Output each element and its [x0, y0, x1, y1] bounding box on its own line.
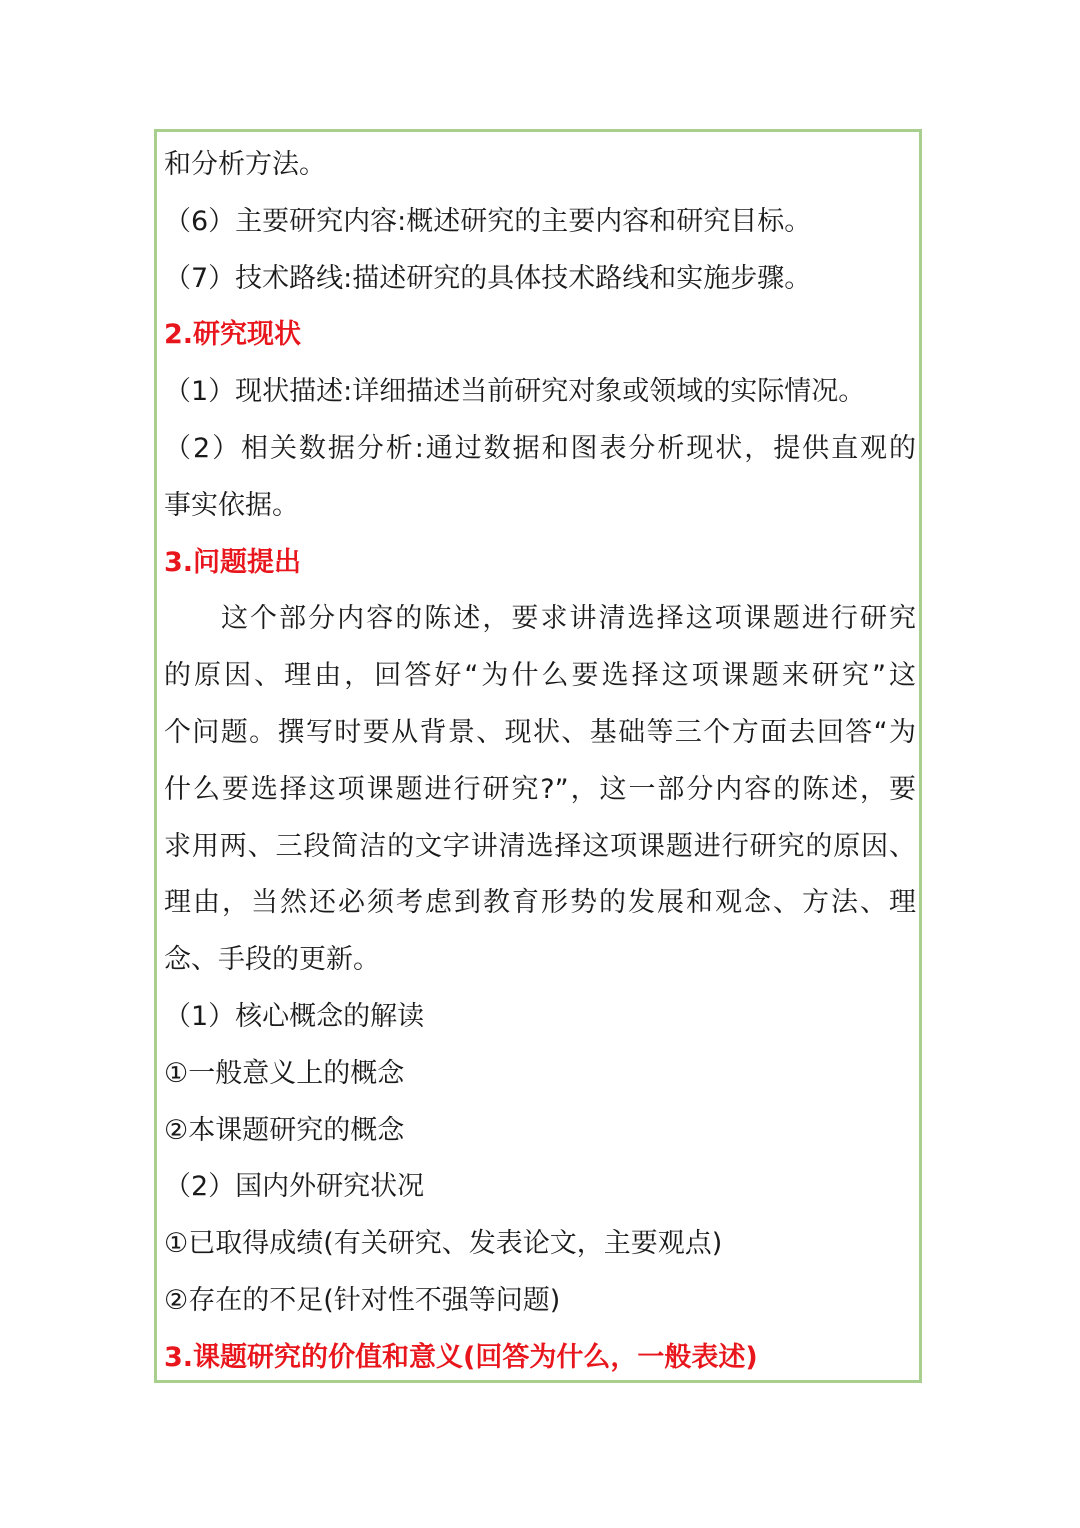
text-line: （6）主要研究内容:概述研究的主要内容和研究目标。 — [164, 205, 812, 237]
section-heading-value-significance: 3.课题研究的价值和意义(回答为什么，一般表述) — [164, 1341, 758, 1373]
list-item: （2）国内外研究状况 — [164, 1171, 425, 1203]
text-line: （2）相关数据分析:通过数据和图表分析现状，提供直观的 — [164, 432, 916, 464]
document-body — [164, 137, 916, 1387]
paragraph-line: 这个部分内容的陈述，要求讲清选择这项课题进行研究 — [221, 603, 916, 635]
section-heading-problem-statement: 3.问题提出 — [164, 546, 302, 578]
paragraph-line: 的原因、理由，回答好“为什么要选择这项课题来研究”这 — [164, 660, 916, 692]
list-item: ②本课题研究的概念 — [164, 1114, 405, 1146]
list-item: ①一般意义上的概念 — [164, 1057, 405, 1089]
paragraph-line: 求用两、三段简洁的文字讲清选择这项课题进行研究的原因、 — [164, 830, 916, 862]
paragraph-line: 个问题。撰写时要从背景、现状、基础等三个方面去回答“为 — [164, 716, 916, 748]
list-item: （1）核心概念的解读 — [164, 1000, 425, 1032]
text-line: 和分析方法。 — [164, 149, 326, 180]
list-item: ①已取得成绩(有关研究、发表论文，主要观点) — [164, 1228, 723, 1260]
text-line: （7）技术路线:描述研究的具体技术路线和实施步骤。 — [164, 262, 812, 294]
paragraph-line: 念、手段的更新。 — [164, 944, 380, 976]
text-line: （1）现状描述:详细描述当前研究对象或领域的实际情况。 — [164, 376, 866, 408]
paragraph-line: 理由，当然还必须考虑到教育形势的发展和观念、方法、理 — [164, 887, 916, 919]
list-item: ②存在的不足(针对性不强等问题) — [164, 1284, 561, 1316]
text-line: 事实依据。 — [164, 489, 299, 521]
section-heading-research-status: 2.研究现状 — [164, 319, 302, 351]
paragraph-line: 什么要选择这项课题进行研究?”，这一部分内容的陈述，要 — [164, 773, 916, 805]
